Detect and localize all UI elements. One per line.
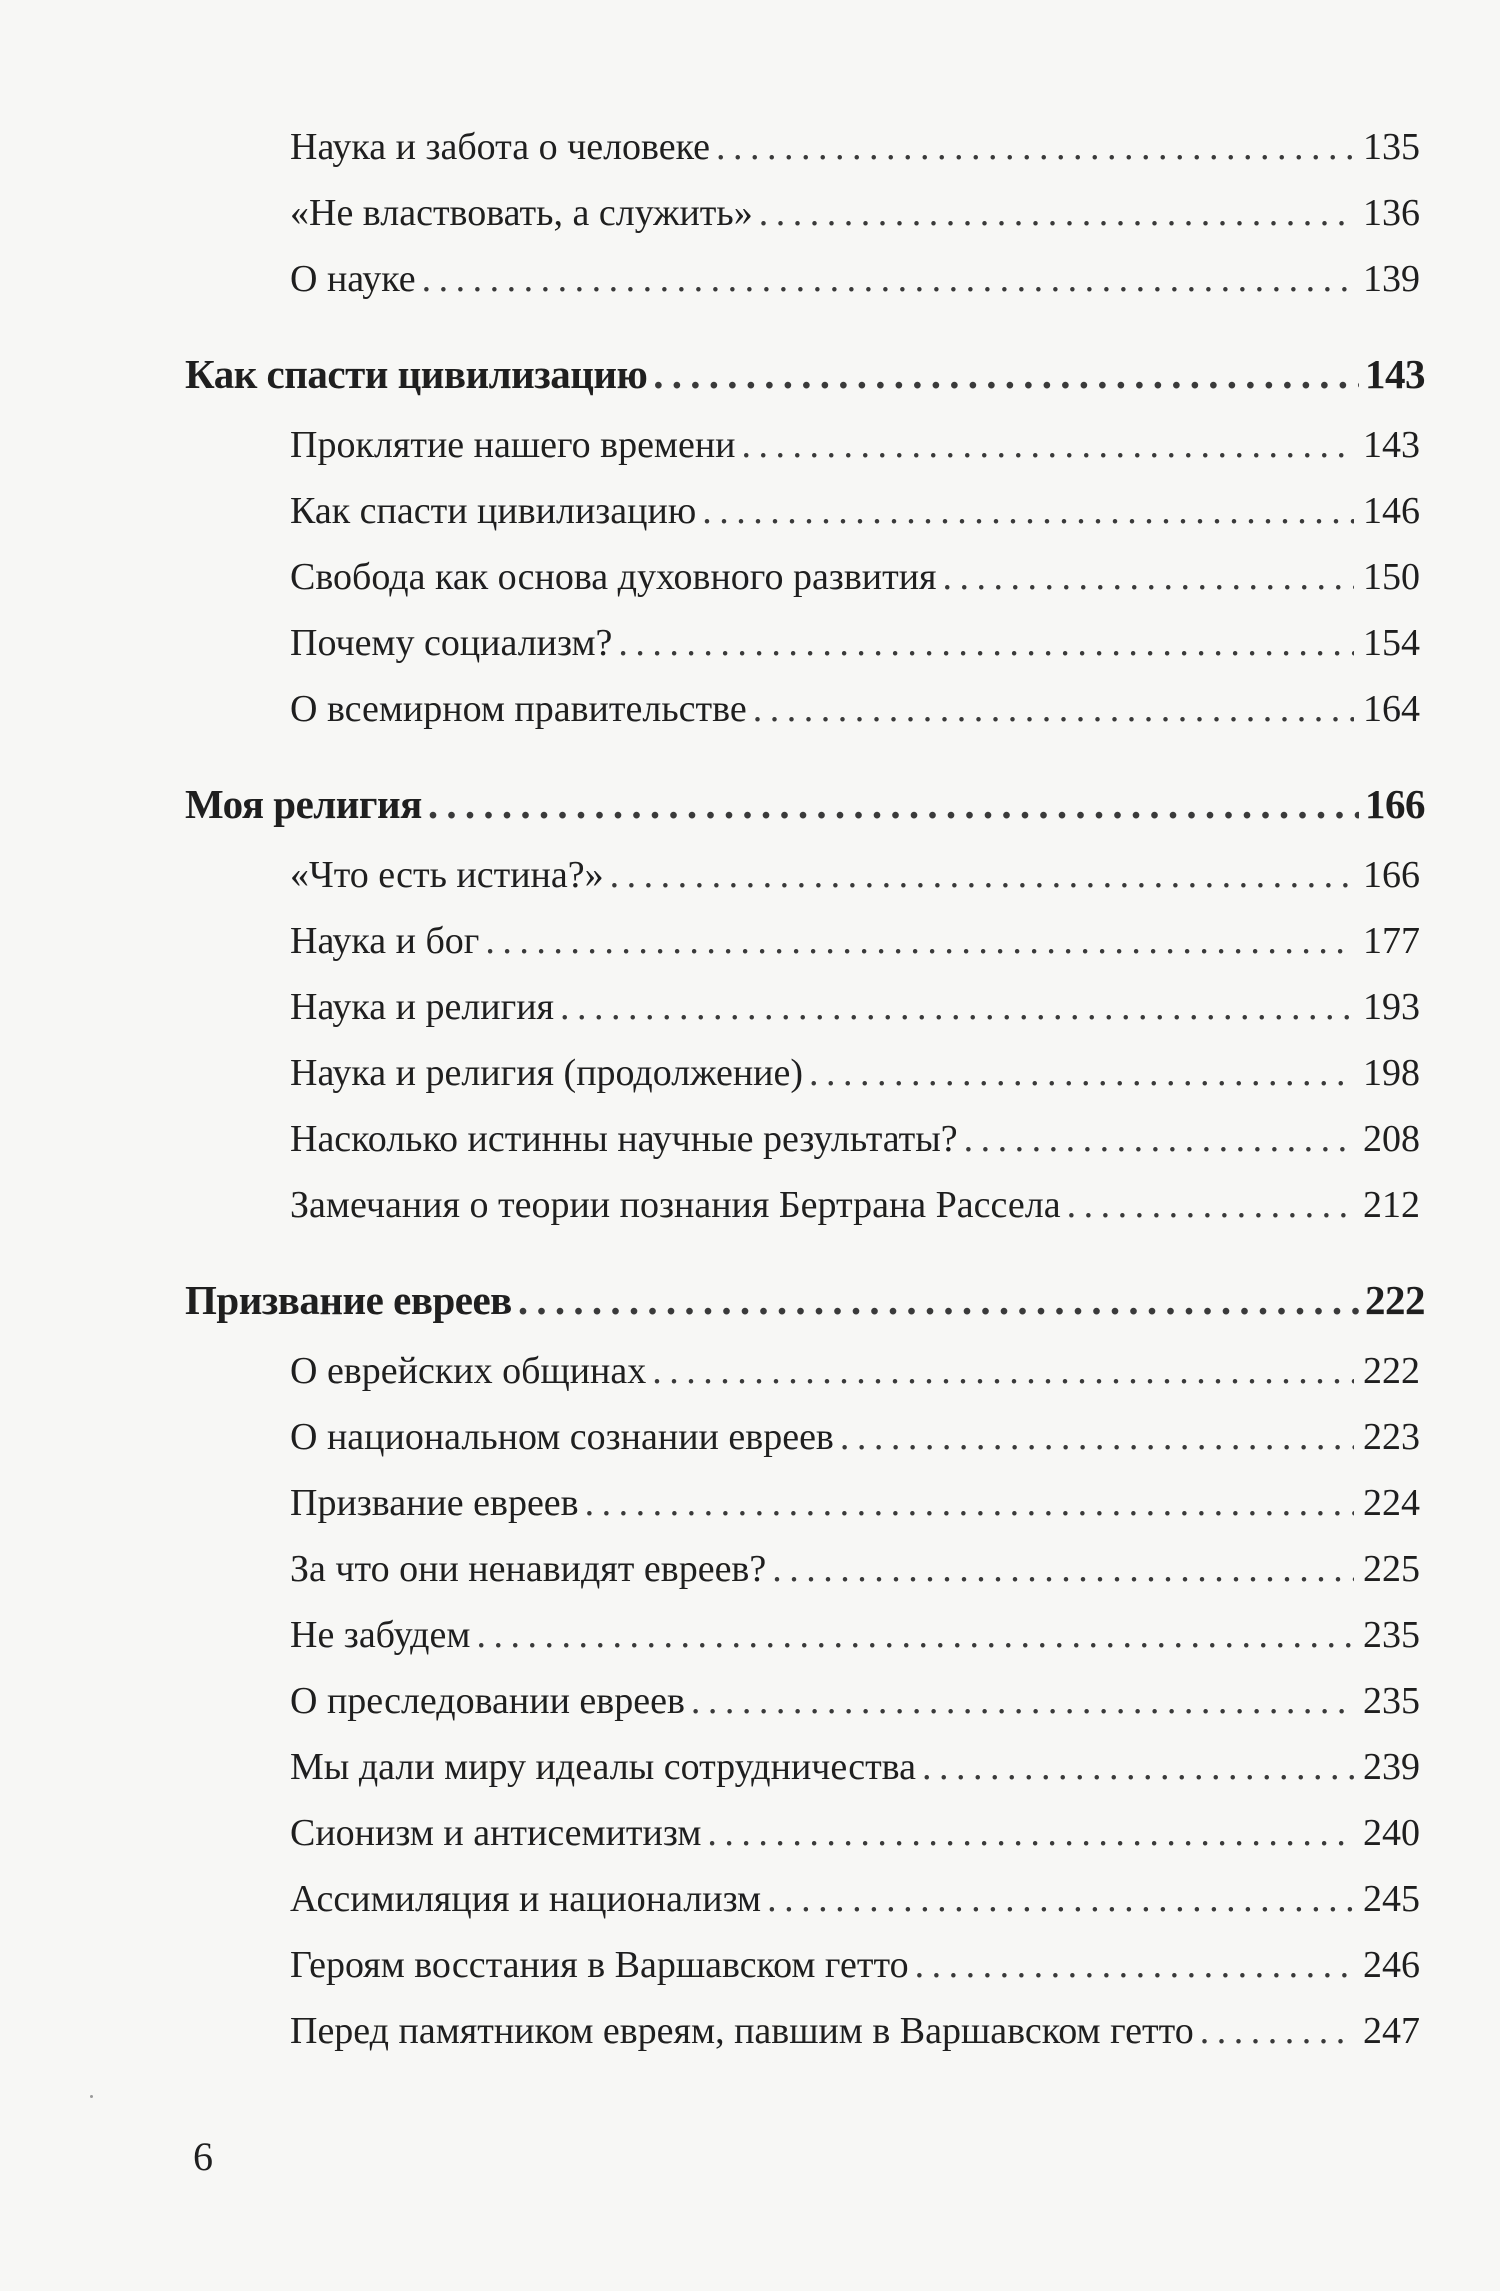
- toc-entry-page: 146: [1363, 490, 1420, 532]
- toc-entry: [290, 1183, 1420, 1227]
- leader-dots: [476, 1613, 1354, 1657]
- leader-dots: [964, 1117, 1354, 1161]
- toc-entry-page: 245: [1363, 1878, 1420, 1920]
- leader-dots: [610, 853, 1354, 897]
- toc-entry-page: 143: [1363, 424, 1420, 466]
- toc-section: [185, 780, 1425, 828]
- toc-entry-title: Насколько истинны научные результаты?: [290, 1118, 958, 1160]
- leader-dots: [915, 1943, 1354, 1987]
- leader-dots: [518, 1276, 1359, 1324]
- toc-entry-title: Проклятие нашего времени: [290, 424, 736, 466]
- toc-entry-title: «Не властвовать, а служить»: [290, 192, 753, 234]
- leader-dots: [707, 1811, 1354, 1855]
- toc-entry-title: Ассимиляция и национализм: [290, 1878, 762, 1920]
- toc-entry: [290, 1415, 1420, 1459]
- toc-entry-title: Перед памятником евреям, павшим в Варшавском гетто: [290, 2010, 1194, 2052]
- toc-entry: [290, 1117, 1420, 1161]
- leader-dots: [943, 555, 1354, 599]
- toc-entry: [290, 1877, 1420, 1921]
- toc-entry-title: «Что есть истина?»: [290, 854, 604, 896]
- toc-entry: [290, 1943, 1420, 1987]
- toc-entry-page: 224: [1363, 1482, 1420, 1524]
- leader-dots: [809, 1051, 1354, 1095]
- toc-entry-page: 235: [1363, 1614, 1420, 1656]
- toc-entry: [290, 1613, 1420, 1657]
- toc-section: [185, 350, 1425, 398]
- toc-entry-title: Как спасти цивилизацию: [290, 490, 697, 532]
- toc-section-title: Моя религия: [185, 781, 422, 827]
- toc-entry-page: 139: [1363, 258, 1420, 300]
- toc-entry: [290, 2009, 1420, 2053]
- toc-entry-page: 193: [1363, 986, 1420, 1028]
- leader-dots: [618, 621, 1354, 665]
- toc-entry: [290, 687, 1420, 731]
- toc-entry-title: Наука и религия: [290, 986, 555, 1028]
- toc-entry-title: Почему социализм?: [290, 622, 613, 664]
- toc-section-title: Призвание евреев: [185, 1277, 512, 1323]
- leader-dots: [485, 919, 1354, 963]
- leader-dots: [922, 1745, 1354, 1789]
- toc-entry-title: За что они ненавидят евреев?: [290, 1548, 767, 1590]
- leader-dots: [753, 687, 1354, 731]
- toc-entry-title: О преследовании евреев: [290, 1680, 685, 1722]
- toc-entry-title: О всемирном правительстве: [290, 688, 747, 730]
- toc-entry: [290, 853, 1420, 897]
- toc-entry-page: 225: [1363, 1548, 1420, 1590]
- toc-entry: [290, 1811, 1420, 1855]
- leader-dots: [702, 489, 1354, 533]
- toc-entry: [290, 1547, 1420, 1591]
- toc-entry: [290, 555, 1420, 599]
- toc-entry-page: 136: [1363, 192, 1420, 234]
- page-number: 6: [193, 2134, 213, 2179]
- print-speck: [90, 2095, 93, 2098]
- toc-section-page: 143: [1365, 351, 1425, 397]
- leader-dots: [716, 125, 1354, 169]
- toc-entry-page: 208: [1363, 1118, 1420, 1160]
- toc-entry: [290, 919, 1420, 963]
- leader-dots: [767, 1877, 1354, 1921]
- toc-entry-page: 154: [1363, 622, 1420, 664]
- toc-entry-title: Наука и забота о человеке: [290, 126, 711, 168]
- leader-dots: [759, 191, 1354, 235]
- toc-entry-page: 150: [1363, 556, 1420, 598]
- leader-dots: [560, 985, 1354, 1029]
- toc-entry-page: 239: [1363, 1746, 1420, 1788]
- toc-section-page: 222: [1365, 1277, 1425, 1323]
- toc-entry: [290, 1679, 1420, 1723]
- toc-entry: [290, 1745, 1420, 1789]
- leader-dots: [840, 1415, 1354, 1459]
- leader-dots: [1067, 1183, 1354, 1227]
- leader-dots: [652, 1349, 1354, 1393]
- toc-entry-page: 247: [1363, 2010, 1420, 2052]
- toc-entry: [290, 257, 1420, 301]
- toc-entry: [290, 125, 1420, 169]
- toc-entry-title: Сионизм и антисемитизм: [290, 1812, 702, 1854]
- toc-entry-title: Мы дали миру идеалы сотрудничества: [290, 1746, 916, 1788]
- toc-entry-title: О науке: [290, 258, 416, 300]
- toc-entry-title: Призвание евреев: [290, 1482, 579, 1524]
- leader-dots: [691, 1679, 1354, 1723]
- leader-dots: [772, 1547, 1354, 1591]
- toc-entry-title: Не забудем: [290, 1614, 471, 1656]
- toc-entry-title: Наука и религия (продолжение): [290, 1052, 804, 1094]
- toc-entry: [290, 1051, 1420, 1095]
- toc-entry: [290, 423, 1420, 467]
- toc-entry: [290, 191, 1420, 235]
- toc-section: [185, 1276, 1425, 1324]
- toc-entry-page: 198: [1363, 1052, 1420, 1094]
- toc-section-title: Как спасти цивилизацию: [185, 351, 648, 397]
- leader-dots: [742, 423, 1354, 467]
- toc-section-page: 166: [1365, 781, 1425, 827]
- toc-entry-title: О национальном сознании евреев: [290, 1416, 834, 1458]
- toc-entry-page: 235: [1363, 1680, 1420, 1722]
- toc-entry: [290, 1349, 1420, 1393]
- toc-entry-page: 240: [1363, 1812, 1420, 1854]
- toc-entry-title: Героям восстания в Варшавском гетто: [290, 1944, 909, 1986]
- toc-entry: [290, 621, 1420, 665]
- toc-entry-page: 222: [1363, 1350, 1420, 1392]
- toc-entry-page: 164: [1363, 688, 1420, 730]
- toc-entry: [290, 985, 1420, 1029]
- toc-entry: [290, 1481, 1420, 1525]
- toc-entry-page: 177: [1363, 920, 1420, 962]
- leader-dots: [422, 257, 1354, 301]
- toc-entry-title: Свобода как основа духовного развития: [290, 556, 937, 598]
- toc-entry-title: Замечания о теории познания Бертрана Рассела: [290, 1184, 1061, 1226]
- toc-entry-title: О еврейских общинах: [290, 1350, 647, 1392]
- leader-dots: [585, 1481, 1354, 1525]
- toc-entry-page: 246: [1363, 1944, 1420, 1986]
- toc-entry-page: 135: [1363, 126, 1420, 168]
- toc-entry-title: Наука и бог: [290, 920, 480, 962]
- toc-entry-page: 166: [1363, 854, 1420, 896]
- toc-entry-page: 212: [1363, 1184, 1420, 1226]
- toc-entry: [290, 489, 1420, 533]
- leader-dots: [653, 350, 1359, 398]
- leader-dots: [428, 780, 1359, 828]
- toc-entry-page: 223: [1363, 1416, 1420, 1458]
- leader-dots: [1200, 2009, 1354, 2053]
